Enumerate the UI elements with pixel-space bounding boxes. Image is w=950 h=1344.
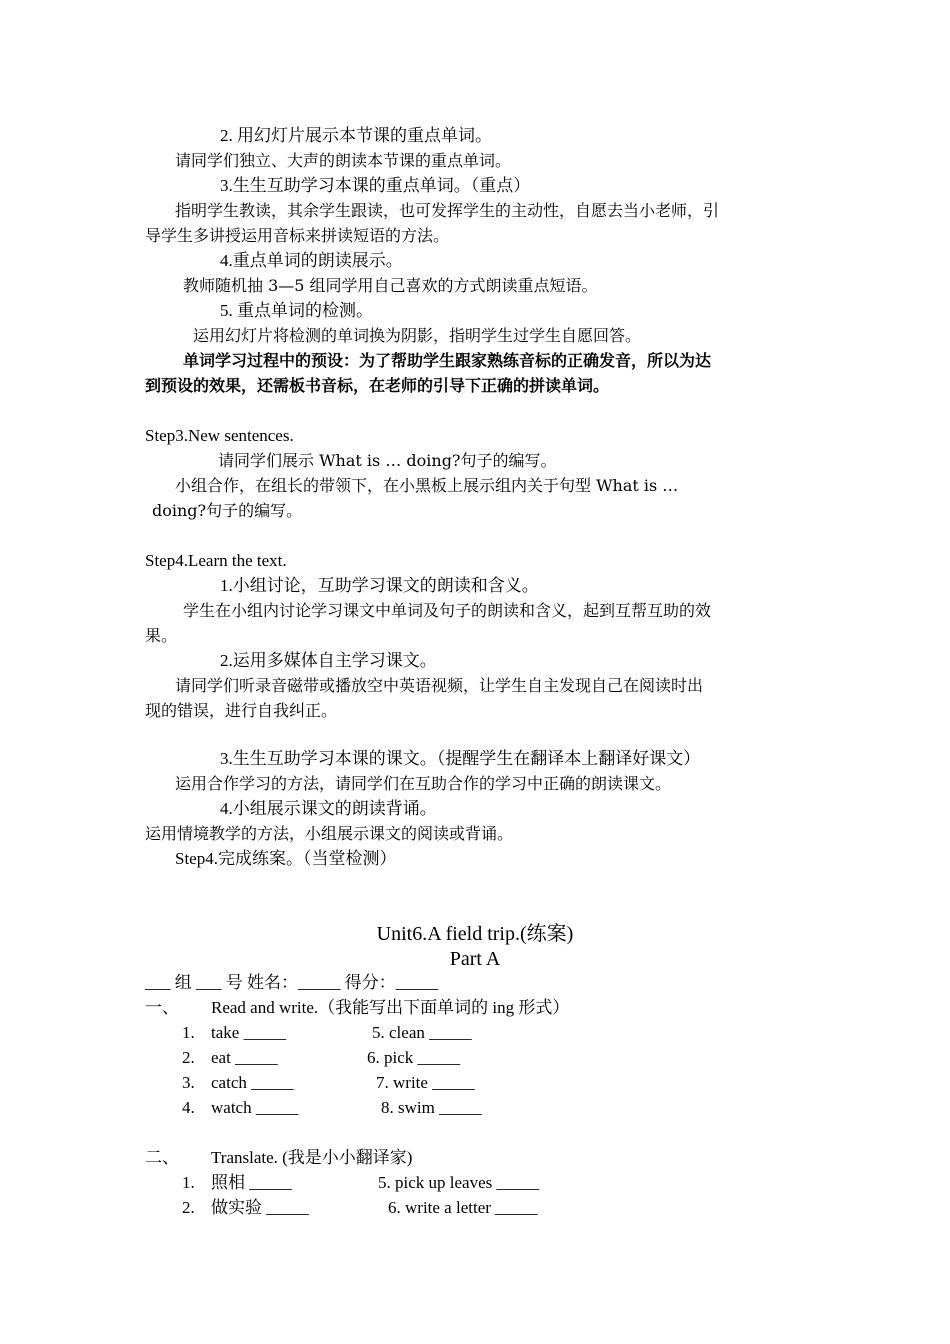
line-11: 到预设的效果，还需板书音标，在老师的引导下正确的拼读单词。 — [145, 376, 610, 395]
item-left: 照相 _____ — [211, 1173, 292, 1192]
item-left: take _____ — [211, 1023, 287, 1042]
item-number: 2. — [182, 1198, 195, 1217]
item-number: 4. — [182, 1098, 195, 1117]
line-10: 单词学习过程中的预设：为了帮助学生跟家熟练音标的正确发音，所以为达 — [183, 351, 712, 370]
section-2-number: 二、 — [145, 1148, 179, 1167]
step4-heading: Step4.Learn the text. — [145, 551, 287, 570]
line-12: 请同学们展示 What is … doing?句子的编写。 — [218, 451, 557, 470]
line-4: 指明学生教读，其余学生跟读，也可发挥学生的主动性，自愿去当小老师，引 — [175, 201, 720, 220]
line-15: 1.小组讨论，互助学习课文的朗读和含义。 — [220, 576, 539, 595]
item-right: 6. write a letter _____ — [388, 1198, 538, 1217]
line-7: 教师随机抽 3—5 组同学用自己喜欢的方式朗读重点短语。 — [183, 276, 598, 295]
line-20: 现的错误，进行自我纠正。 — [145, 701, 338, 720]
exercise-part: Part A — [449, 948, 501, 970]
line-13: 小组合作，在组长的带领下，在小黑板上展示组内关于句型 What is … — [175, 476, 679, 495]
item-right: 8. swim _____ — [381, 1098, 482, 1117]
item-number: 2. — [182, 1048, 195, 1067]
student-info-line: ___ 组 ___ 号 姓名：_____ 得分：_____ — [145, 973, 439, 992]
line-24: 运用情境教学的方法，小组展示课文的阅读或背诵。 — [145, 824, 514, 843]
section-2-title: Translate. (我是小小翻译家) — [211, 1148, 413, 1167]
line-6: 4.重点单词的朗读展示。 — [220, 251, 403, 270]
line-19: 请同学们听录音磁带或播放空中英语视频，让学生自主发现自己在阅读时出 — [175, 676, 704, 695]
line-16: 学生在小组内讨论学习课文中单词及句子的朗读和含义，起到互帮互助的效 — [183, 601, 712, 620]
section-1-number: 一、 — [145, 998, 179, 1017]
item-left: watch _____ — [211, 1098, 299, 1117]
line-14: doing?句子的编写。 — [152, 501, 303, 520]
item-right: 5. clean _____ — [372, 1023, 472, 1042]
item-left: catch _____ — [211, 1073, 294, 1092]
item-number: 3. — [182, 1073, 195, 1092]
step3-heading: Step3.New sentences. — [145, 426, 294, 445]
line-9: 运用幻灯片将检测的单词换为阴影，指明学生过学生自愿回答。 — [193, 326, 642, 345]
line-25: Step4.完成练案。（当堂检测） — [175, 849, 397, 868]
line-17: 果。 — [145, 626, 178, 645]
item-number: 1. — [182, 1023, 195, 1042]
line-8: 5. 重点单词的检测。 — [220, 301, 373, 320]
line-22: 运用合作学习的方法，请同学们在互助合作的学习中正确的朗读课文。 — [175, 774, 672, 793]
item-right: 6. pick _____ — [367, 1048, 461, 1067]
item-number: 1. — [182, 1173, 195, 1192]
section-1-title: Read and write.（我能写出下面单词的 ing 形式） — [211, 998, 570, 1017]
item-right: 7. write _____ — [376, 1073, 475, 1092]
line-5: 导学生多讲授运用音标来拼读短语的方法。 — [145, 226, 450, 245]
item-right: 5. pick up leaves _____ — [378, 1173, 539, 1192]
item-left: eat _____ — [211, 1048, 278, 1067]
exercise-title: Unit6.A field trip.(练案) — [376, 923, 574, 945]
item-left: 做实验 _____ — [211, 1198, 309, 1217]
line-1: 2. 用幻灯片展示本节课的重点单词。 — [220, 126, 492, 145]
line-3: 3.生生互助学习本课的重点单词。（重点） — [220, 176, 531, 195]
line-21: 3.生生互助学习本课的课文。（提醒学生在翻译本上翻译好课文） — [220, 749, 701, 768]
line-2: 请同学们独立、大声的朗读本节课的重点单词。 — [175, 151, 512, 170]
line-23: 4.小组展示课文的朗读背诵。 — [220, 799, 437, 818]
line-18: 2.运用多媒体自主学习课文。 — [220, 651, 437, 670]
